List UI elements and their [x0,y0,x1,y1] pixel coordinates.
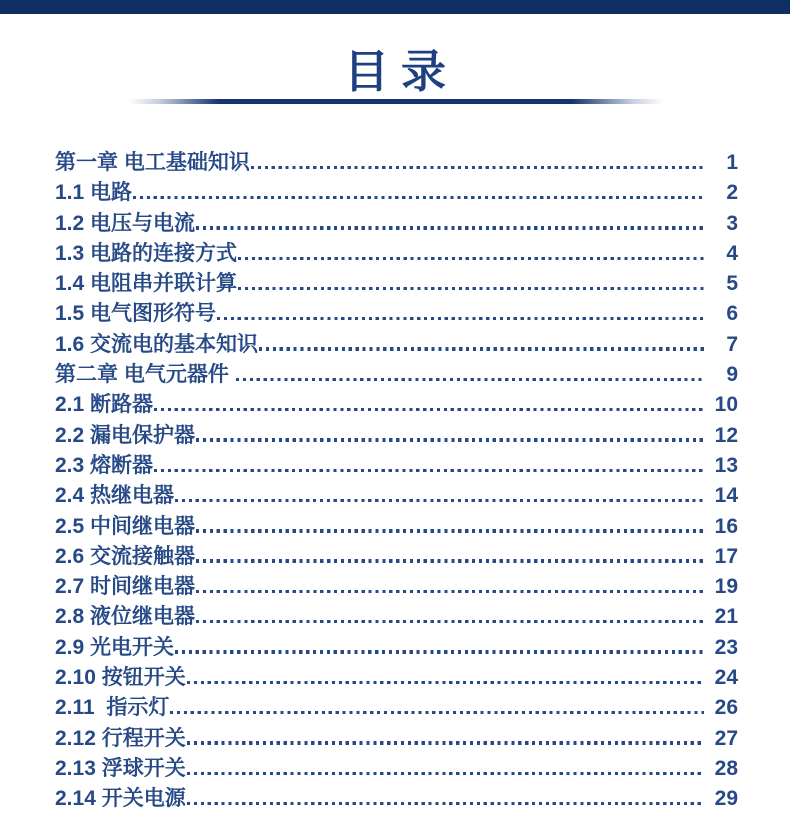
toc-entry [55,239,738,269]
toc-entry-page: 2 [726,181,738,205]
toc-entry-label: 2.5 中间继电器 [55,514,196,538]
toc-entry-page: 16 [714,514,738,538]
dot-leader [238,287,704,290]
toc-list [55,148,738,815]
dot-leader [170,711,704,714]
toc-entry-label: 1.4 电阻串并联计算 [55,272,238,296]
dot-leader [187,681,704,684]
toc-entry [55,451,738,481]
dot-leader [238,257,704,260]
dot-leader [217,317,704,320]
dot-leader [175,499,704,502]
toc-entry [55,512,738,542]
dot-leader [196,590,704,593]
toc-entry [55,209,738,239]
toc-entry-page: 21 [714,605,738,629]
toc-entry-page: 1 [726,151,738,174]
toc-entry-label: 2.14 开关电源 [55,787,186,811]
toc-entry-label: 2.9 光电开关 [55,635,175,659]
toc-entry-label: 1.5 电气图形符号 [55,302,217,326]
toc-entry-page: 3 [726,211,738,235]
dot-leader [133,196,704,199]
toc-entry-label: 2.13 浮球开关 [55,756,186,780]
toc-entry-page: 12 [714,423,738,447]
toc-entry [55,602,738,632]
title-divider [128,99,663,104]
toc-entry-page: 29 [714,787,738,811]
toc-entry-label: 第二章 电气元器件 [55,363,235,387]
toc-entry [55,754,738,784]
dot-leader [196,620,704,623]
dot-leader [236,378,704,381]
toc-entry-label: 2.1 断路器 [55,393,154,417]
dot-leader [187,772,704,775]
toc-entry [55,330,738,360]
toc-entry-label: 1.1 电路 [55,181,133,205]
page-title: 目录 [343,46,458,97]
dot-leader [154,469,704,472]
toc-entry-page: 17 [714,544,738,568]
toc-entry-page: 24 [714,666,738,690]
toc-entry [55,178,738,208]
toc-entry-page: 14 [714,484,738,508]
toc-entry [55,148,738,178]
toc-entry [55,421,738,451]
dot-leader [196,529,704,532]
toc-entry-page: 19 [714,575,738,599]
toc-entry-label: 2.11 指示灯 [55,696,170,720]
top-accent-bar [0,0,790,14]
dot-leader [187,741,704,744]
toc-entry [55,572,738,602]
dot-leader [187,802,704,805]
toc-entry-label: 2.8 液位继电器 [55,605,196,629]
toc-entry-label: 2.12 行程开关 [55,726,186,750]
toc-entry-label: 1.2 电压与电流 [55,211,196,235]
toc-entry [55,360,738,390]
toc-entry-page: 7 [726,332,738,356]
toc-entry [55,663,738,693]
toc-entry-label: 1.6 交流电的基本知识 [55,332,259,356]
toc-entry-label: 2.4 热继电器 [55,484,175,508]
dot-leader [196,438,704,441]
toc-entry-page: 23 [714,635,738,659]
toc-entry-label: 2.3 熔断器 [55,453,154,477]
toc-entry-label: 2.7 时间继电器 [55,575,196,599]
toc-entry-label: 第一章 电工基础知识 [55,151,250,174]
toc-entry [55,390,738,420]
toc-entry [55,784,738,814]
toc-entry-page: 10 [714,393,738,417]
dot-leader [196,559,704,562]
toc-entry-label: 2.2 漏电保护器 [55,423,196,447]
toc-entry-page: 27 [714,726,738,750]
toc-entry [55,633,738,663]
toc-entry-page: 9 [726,363,738,387]
dot-leader [259,347,704,350]
dot-leader [154,408,704,411]
toc-entry-page: 28 [714,756,738,780]
toc-entry [55,724,738,754]
toc-entry [55,542,738,572]
toc-entry [55,299,738,329]
toc-entry-page: 26 [714,696,738,720]
toc-entry [55,693,738,723]
toc-entry-label: 1.3 电路的连接方式 [55,241,238,265]
toc-entry-label: 2.6 交流接触器 [55,544,196,568]
toc-entry [55,269,738,299]
dot-leader [251,166,704,169]
dot-leader [196,226,704,229]
toc-entry-page: 6 [726,302,738,326]
dot-leader [175,650,704,653]
toc-entry-page: 13 [714,453,738,477]
toc-entry-page: 4 [726,241,738,265]
toc-entry [55,481,738,511]
toc-entry-page: 5 [726,272,738,296]
toc-entry-label: 2.10 按钮开关 [55,666,186,690]
